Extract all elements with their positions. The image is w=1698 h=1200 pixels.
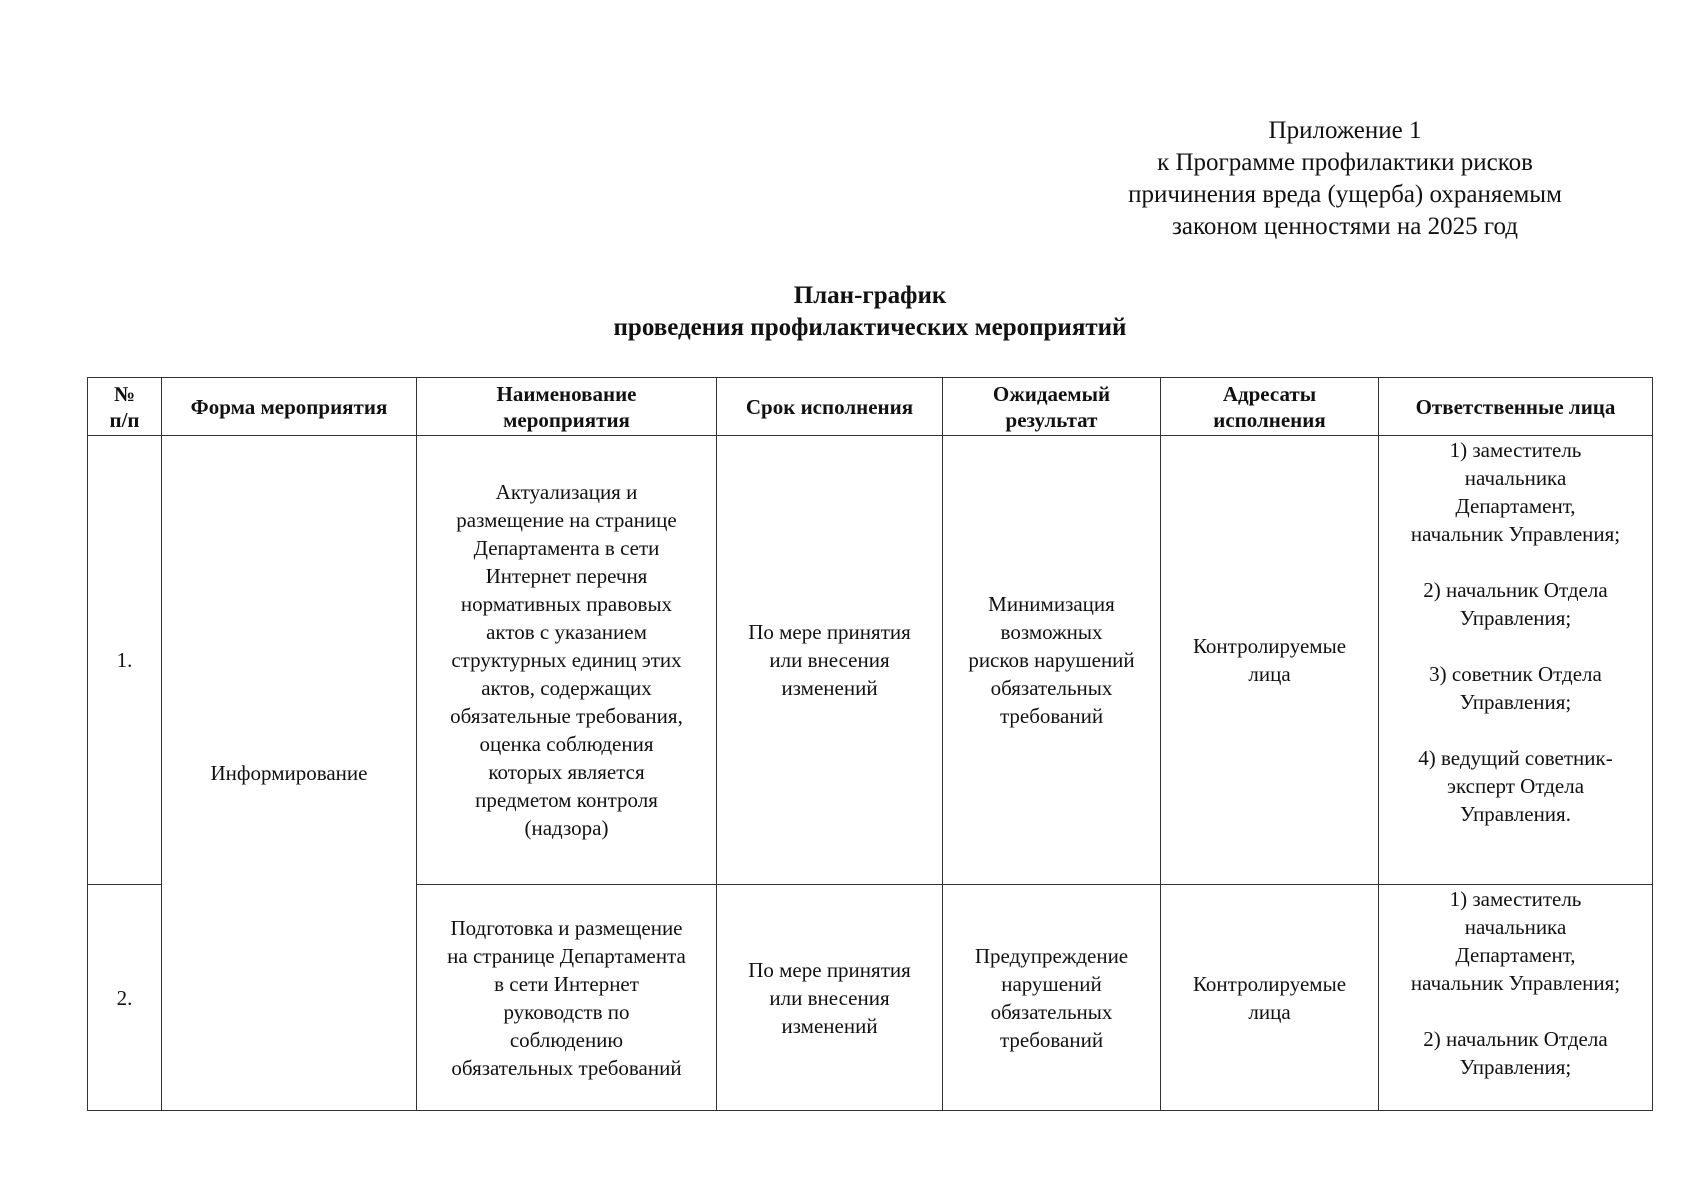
header-addressees: Адресаты исполнения <box>1161 378 1379 436</box>
header-responsible: Ответственные лица <box>1379 378 1653 436</box>
cell-form: Информирование <box>162 436 417 1111</box>
title-line-2: проведения профилактических мероприятий <box>613 314 1127 341</box>
annex-line-1: Приложение 1 <box>1268 117 1422 144</box>
header-num: № п/п <box>88 378 162 436</box>
cell-name: Подготовка и размещение на странице Департамента в сети Интернет руководств по соблюдению обязательных требований <box>417 885 717 1111</box>
cell-result: Предупреждение нарушений обязательных требований <box>943 885 1161 1111</box>
cell-responsible: 1) заместитель начальника Департамент, начальник Управления; 2) начальник Отдела Управления; <box>1379 885 1653 1111</box>
table-header-row <box>88 378 1653 436</box>
cell-term: По мере принятия или внесения изменений <box>717 436 943 885</box>
cell-num: 2. <box>88 885 162 1111</box>
cell-num: 1. <box>88 436 162 885</box>
cell-addressees: Контролируемые лица <box>1161 885 1379 1111</box>
annex-line-3: причинения вреда (ущерба) охраняемым <box>1128 181 1562 208</box>
cell-term: По мере принятия или внесения изменений <box>717 885 943 1111</box>
title-line-1: План-график <box>793 282 947 309</box>
header-result: Ожидаемый результат <box>943 378 1161 436</box>
table-row <box>88 436 1653 885</box>
cell-name: Актуализация и размещение на странице Департамента в сети Интернет перечня нормативных правовых актов с указанием структурных единиц этих актов, содержащих обязательные требования, оценка соблюдения которых является предметом контроля (надзора) <box>417 436 717 885</box>
header-name: Наименование мероприятия <box>417 378 717 436</box>
cell-responsible: 1) заместитель начальника Департамент, начальник Управления; 2) начальник Отдела Управления; 3) советник Отдела Управления; 4) ведущий советник- эксперт Отдела Управления. <box>1379 436 1653 885</box>
header-form: Форма мероприятия <box>162 378 417 436</box>
annex-line-2: к Программе профилактики рисков <box>1157 149 1533 176</box>
cell-addressees: Контролируемые лица <box>1161 436 1379 885</box>
plan-table <box>87 377 1653 1111</box>
annex-header <box>1080 115 1610 243</box>
annex-line-4: законом ценностями на 2025 год <box>1172 213 1518 240</box>
header-term: Срок исполнения <box>717 378 943 436</box>
document-title <box>0 280 1698 344</box>
cell-result: Минимизация возможных рисков нарушений обязательных требований <box>943 436 1161 885</box>
